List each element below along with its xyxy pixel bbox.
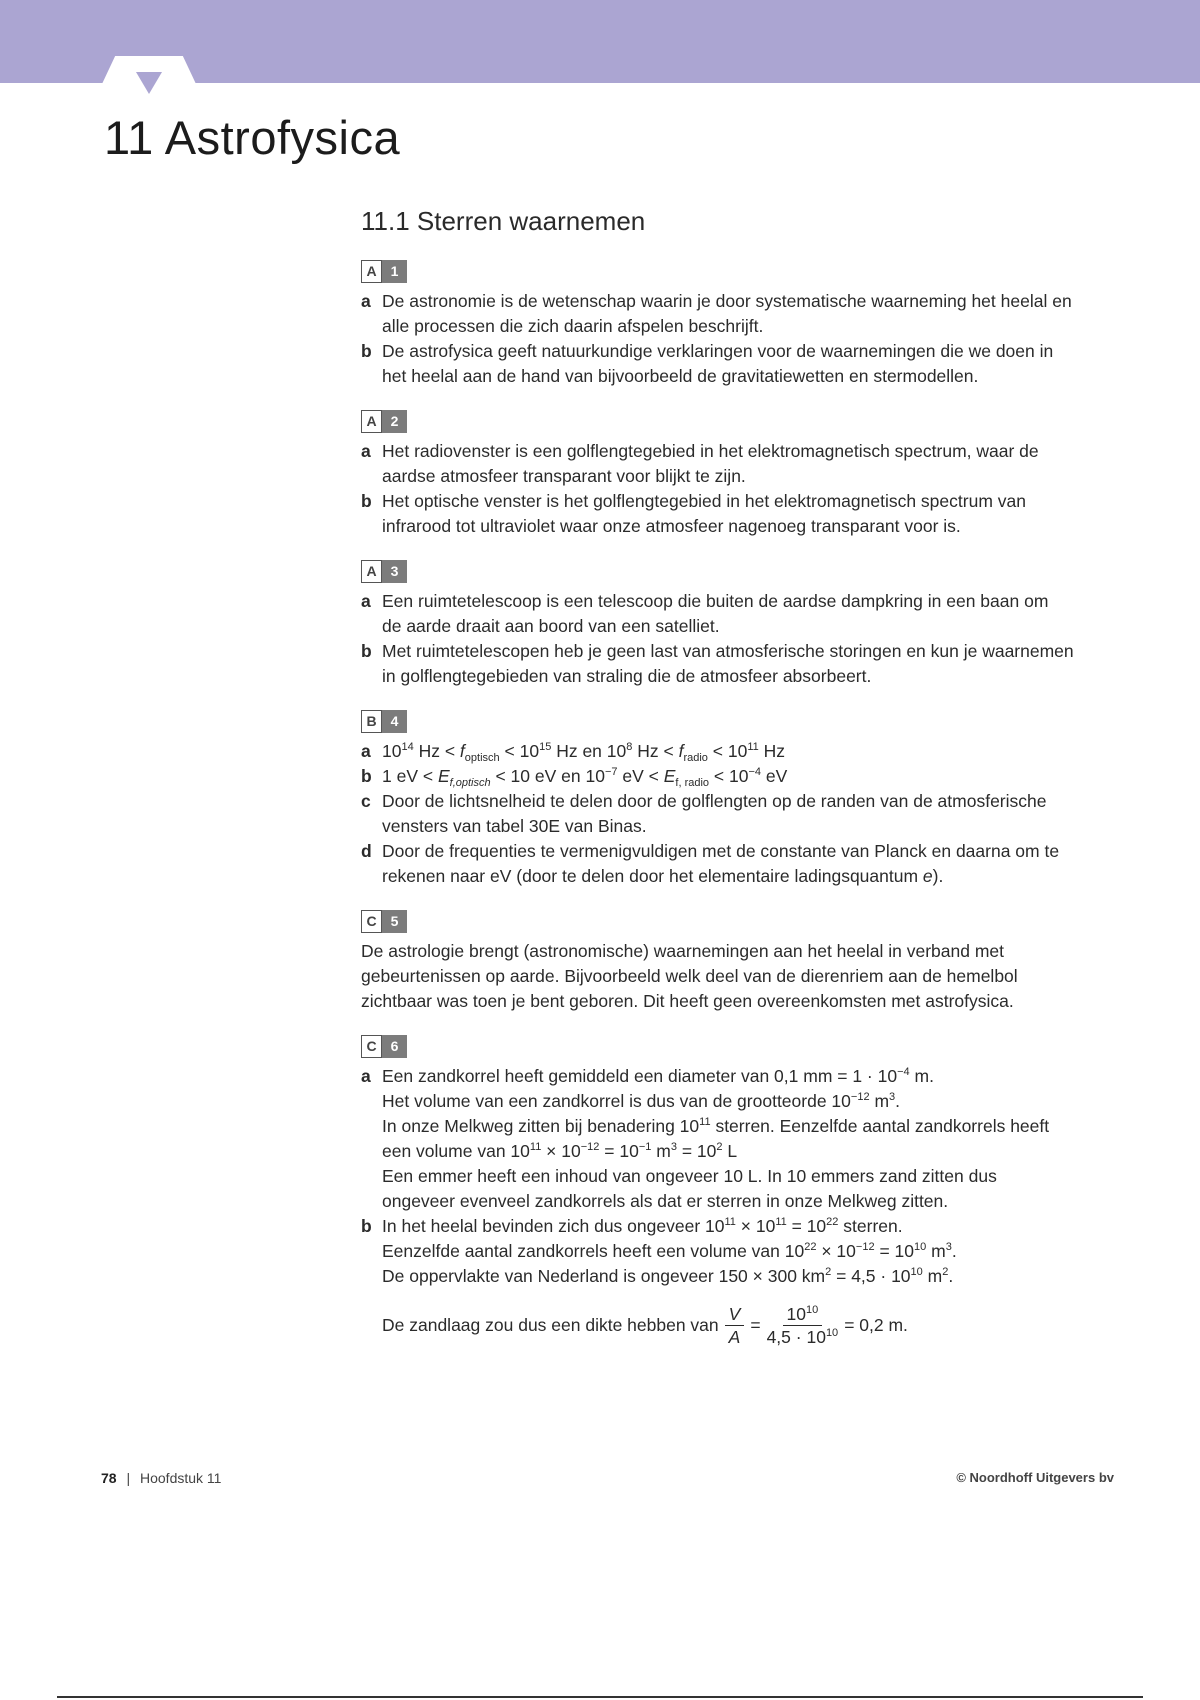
exponent: −7: [604, 766, 618, 778]
answer-a: [361, 439, 1101, 489]
exponent: 11: [699, 1116, 711, 1128]
section-title: 11.1 Sterren waarnemen: [361, 206, 646, 236]
result: = 0,2 m.: [844, 1315, 908, 1335]
text: eV: [761, 766, 788, 786]
answers-content: [361, 258, 1101, 1367]
footer-page-info: [101, 1470, 221, 1486]
exercise-level: A: [361, 410, 382, 433]
exponent: 11: [529, 1141, 542, 1153]
answer-line: [382, 1214, 957, 1239]
variable: E: [437, 766, 450, 786]
answer-line: Door de frequenties te vermenigvuldigen met de constante van Planck en daarna om te: [382, 841, 1060, 861]
answer-text: [361, 939, 1101, 1014]
answer-letter: a: [361, 741, 371, 761]
copyright: © Noordhoff Uitgevers bv: [956, 1470, 1114, 1485]
text: × 10: [541, 1141, 581, 1161]
text: .: [895, 1091, 901, 1111]
exercise-badge: [361, 710, 407, 733]
exponent: −4: [748, 766, 762, 778]
chapter-title: 11 Astrofysica: [104, 111, 401, 164]
answer-letter: a: [361, 591, 371, 611]
text: m: [922, 1266, 943, 1286]
answer-letter: b: [361, 341, 372, 361]
text: 10: [382, 741, 402, 761]
variable: f: [459, 741, 465, 761]
exercise-badge: [361, 910, 407, 933]
exponent: 10: [825, 1327, 839, 1339]
answer-a: [361, 289, 1101, 339]
exponent: 10: [910, 1266, 923, 1278]
answer-c: [361, 789, 1101, 839]
text: rekenen naar eV (door te delen door het elementaire ladingsquantum: [382, 866, 923, 886]
text: De zandlaag zou dus een dikte hebben van: [382, 1315, 719, 1335]
exponent: 22: [826, 1216, 839, 1228]
numerator: V: [725, 1303, 745, 1326]
answer-letter: b: [361, 491, 372, 511]
exercise-2: [361, 408, 1101, 539]
subscript: f,optisch: [449, 777, 491, 789]
answer-b: [361, 489, 1101, 539]
exponent: 11: [775, 1216, 787, 1228]
exercise-level: C: [361, 910, 382, 933]
text: In het heelal bevinden zich dus ongeveer 10: [382, 1216, 725, 1236]
exercise-level: C: [361, 1035, 382, 1058]
fraction-v-over-a: [725, 1303, 745, 1348]
triangle-down-icon: [136, 72, 162, 94]
page-number: 78: [101, 1470, 117, 1486]
answer-line: Een ruimtetelescoop is een telescoop die buiten de aardse dampkring in een baan om: [382, 591, 1049, 611]
answer-line: De astronomie is de wetenschap waarin je door systematische waarneming het heelal en: [382, 291, 1072, 311]
answer-letter: a: [361, 291, 371, 311]
thickness-formula: [382, 1303, 957, 1348]
chapter-label: Hoofdstuk 11: [140, 1470, 222, 1486]
answer-a: [361, 1064, 1101, 1214]
answer-line: Het optische venster is het golflengtegebied in het elektromagnetisch spectrum van: [382, 491, 1026, 511]
exercise-3: [361, 558, 1101, 689]
answer-a: [361, 739, 1101, 764]
answer-line: Met ruimtetelescopen heb je geen last van atmosferische storingen en kun je waarnemen: [382, 641, 1074, 661]
answer-line: De astrofysica geeft natuurkundige verklaringen voor de waarnemingen die we doen in: [382, 341, 1054, 361]
exponent: 2: [825, 1266, 832, 1278]
text: Hz <: [632, 741, 679, 761]
answer-letter: b: [361, 1216, 372, 1236]
exponent: −1: [638, 1141, 652, 1153]
exponent: 22: [804, 1241, 817, 1253]
text: = 10: [599, 1141, 639, 1161]
answer-line: zichtbaar was toen je bent geboren. Dit heeft geen overeenkomsten met astrofysica.: [361, 991, 1014, 1011]
text: m.: [909, 1066, 934, 1086]
answer-line: infrarood tot ultraviolet waar onze atmosfeer nagenoeg transparant voor is.: [382, 516, 961, 536]
text: sterren. Eenzelfde aantal zandkorrels heeft: [710, 1116, 1050, 1136]
exercise-6: [361, 1033, 1101, 1348]
text: Hz en 10: [551, 741, 627, 761]
text: m: [651, 1141, 671, 1161]
answer-d: [361, 839, 1101, 889]
text: .: [948, 1266, 954, 1286]
answer-line: De astrologie brengt (astronomische) waarnemingen aan het heelal in verband met: [361, 941, 1005, 961]
answer-a: [361, 589, 1101, 639]
equals-sign: =: [750, 1315, 761, 1335]
text: × 10: [735, 1216, 776, 1236]
text: < 10 eV en 10: [490, 766, 605, 786]
exercise-number: 2: [382, 410, 407, 433]
exponent: 11: [724, 1216, 736, 1228]
text: L: [722, 1141, 738, 1161]
text: = 4,5 · 10: [831, 1266, 911, 1286]
text: In onze Melkweg zitten bij benadering 10: [382, 1116, 700, 1136]
exponent: 3: [889, 1091, 896, 1103]
text: = 10: [676, 1141, 717, 1161]
text: m: [869, 1091, 890, 1111]
answer-line: [382, 1264, 957, 1289]
text: × 10: [816, 1241, 856, 1261]
text: m: [926, 1241, 946, 1261]
exercise-level: A: [361, 260, 382, 283]
exercise-number: 6: [382, 1035, 407, 1058]
exercise-badge: [361, 260, 407, 283]
subscript: radio: [683, 752, 708, 764]
answer-line: alle processen die zich daarin afspelen beschrijft.: [382, 316, 764, 336]
text: = 10: [874, 1241, 914, 1261]
variable: E: [663, 766, 676, 786]
exponent: 10: [914, 1241, 927, 1253]
answer-letter: a: [361, 441, 371, 461]
answer-line: [382, 1239, 957, 1264]
exercise-number: 4: [382, 710, 407, 733]
answer-line: Het radiovenster is een golflengtegebied in het elektromagnetisch spectrum, waar de: [382, 441, 1039, 461]
subscript: f, radio: [675, 777, 710, 789]
frequency-range: [382, 739, 785, 764]
text: eV <: [617, 766, 664, 786]
answer-line: [382, 1064, 1049, 1089]
text: Eenzelfde aantal zandkorrels heeft een volume van 10: [382, 1241, 805, 1261]
text: = 10: [786, 1216, 827, 1236]
text: < 10: [707, 741, 748, 761]
footer-separator: |: [126, 1470, 131, 1486]
answer-line: ongeveer evenveel zandkorrels als dat er sterren in onze Melkweg zitten.: [382, 1191, 949, 1211]
text: Een zandkorrel heeft gemiddeld een diameter van 0,1 mm = 1 · 10: [382, 1066, 898, 1086]
exponent: 15: [539, 741, 552, 753]
exponent: 11: [747, 741, 759, 753]
text: 1 eV <: [382, 766, 438, 786]
variable: f: [678, 741, 684, 761]
answer-line: in golflengtegebieden van straling die de atmosfeer absorbeert.: [382, 666, 872, 686]
subscript: optisch: [464, 752, 500, 764]
exercise-number: 1: [382, 260, 407, 283]
text: < 10: [499, 741, 540, 761]
exponent: 14: [401, 741, 414, 753]
exercise-4: [361, 708, 1101, 889]
exponent: 10: [805, 1304, 819, 1316]
text: De oppervlakte van Nederland is ongeveer 150 × 300 km: [382, 1266, 826, 1286]
exponent: 2: [942, 1266, 949, 1278]
text: < 10: [709, 766, 749, 786]
text: ).: [932, 866, 944, 886]
text: Hz <: [413, 741, 460, 761]
exponent: −4: [897, 1066, 910, 1078]
answer-letter: d: [361, 841, 372, 861]
answer-line: vensters van tabel 30E van Binas.: [382, 816, 647, 836]
answer-line: Een emmer heeft een inhoud van ongeveer 10 L. In 10 emmers zand zitten dus: [382, 1166, 997, 1186]
answer-line: [382, 1114, 1049, 1139]
text: 10: [786, 1304, 806, 1324]
answer-letter: b: [361, 641, 372, 661]
exercise-level: A: [361, 560, 382, 583]
denominator: A: [728, 1327, 741, 1347]
answer-line: aardse atmosfeer transparant voor blijkt te zijn.: [382, 466, 746, 486]
exponent: −12: [850, 1091, 870, 1103]
exponent: 3: [945, 1241, 952, 1253]
exercise-5: [361, 908, 1101, 1014]
answer-b: [361, 639, 1101, 689]
exercise-number: 3: [382, 560, 407, 583]
exponent: 3: [670, 1141, 677, 1153]
text: 4,5 · 10: [766, 1327, 826, 1347]
answer-line: [382, 1139, 1049, 1164]
text: een volume van 10: [382, 1141, 530, 1161]
answer-line: de aarde draait aan boord van een satelliet.: [382, 616, 720, 636]
answer-line: [382, 864, 1059, 889]
text: sterren.: [838, 1216, 903, 1236]
exercise-badge: [361, 410, 407, 433]
exercise-badge: [361, 1035, 407, 1058]
answer-letter: a: [361, 1066, 371, 1086]
text: Het volume van een zandkorrel is dus van de grootteorde 10: [382, 1091, 851, 1111]
variable: e: [922, 866, 933, 886]
exercise-badge: [361, 560, 407, 583]
exercise-number: 5: [382, 910, 407, 933]
answer-line: gebeurtenissen op aarde. Bijvoorbeeld welk deel van de dierenriem aan de hemelbol: [361, 966, 1018, 986]
exponent: 8: [626, 741, 633, 753]
text: .: [951, 1241, 957, 1261]
exercise-1: [361, 258, 1101, 389]
answer-line: Door de lichtsnelheid te delen door de golflengten op de randen van de atmosferische: [382, 791, 1047, 811]
text: Hz: [758, 741, 785, 761]
exponent: 2: [716, 1141, 723, 1153]
bottom-rule: [57, 1696, 1143, 1698]
answer-letter: c: [361, 791, 371, 811]
energy-range: [382, 764, 787, 789]
answer-line: [382, 1089, 1049, 1114]
answer-b: [361, 339, 1101, 389]
fraction-values: [767, 1303, 839, 1348]
exponent: −12: [580, 1141, 600, 1153]
exponent: −12: [855, 1241, 875, 1253]
answer-b: [361, 1214, 1101, 1348]
numerator: [783, 1303, 823, 1326]
answer-b: [361, 764, 1101, 789]
answer-letter: b: [361, 766, 372, 786]
exercise-level: B: [361, 710, 382, 733]
denominator: [767, 1326, 839, 1348]
answer-line: het heelal aan de hand van bijvoorbeeld de gravitatiewetten en stermodellen.: [382, 366, 979, 386]
